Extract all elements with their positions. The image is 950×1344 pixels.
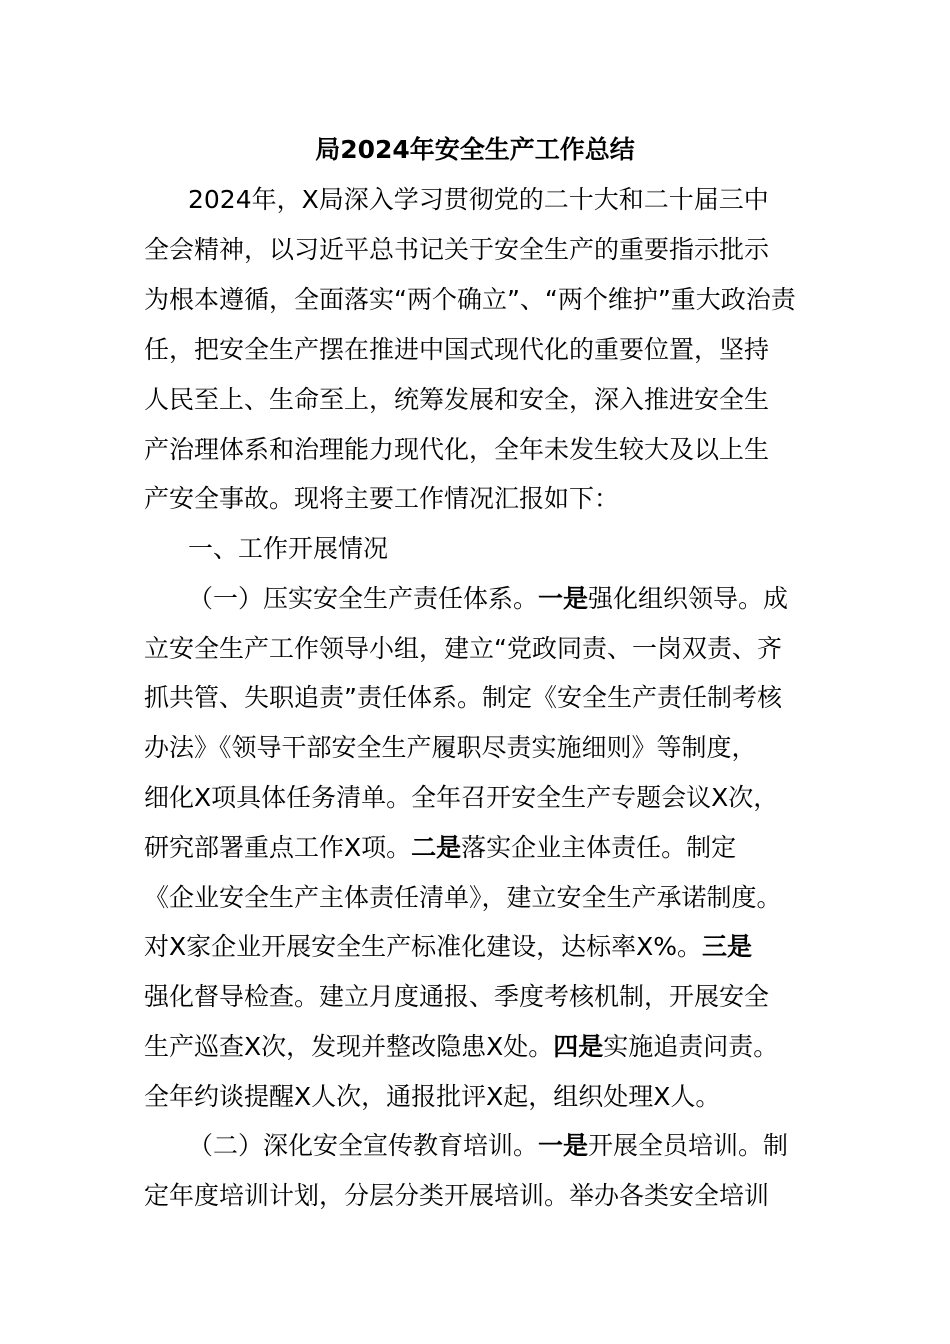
intro-line-3: 为根本遵循，全面落实“两个确立”、“两个维护”重大政治责 <box>144 285 796 314</box>
p1-l1-text-end: 强化组织领导。成 <box>588 584 789 613</box>
section-heading: 一、工作开展情况 <box>188 534 389 563</box>
intro-line-1: 2024年，X局深入学习贯彻党的二十大和二十届三中 <box>188 185 769 214</box>
p1-line-9: 强化督导检查。建立月度通报、季度考核机制，开展安全 <box>144 982 770 1011</box>
p1-line-1 <box>188 579 858 619</box>
p1-l10-text-end: 实施追责问责。 <box>603 1032 779 1061</box>
p1-l6-text-end: 落实企业主体责任。制定 <box>461 833 737 862</box>
p1-l6-text: 研究部署重点工作X项。 <box>144 833 412 862</box>
p1-l10-bold: 四是 <box>553 1032 604 1061</box>
p1-line-5: 细化X项具体任务清单。全年召开安全生产专题会议X次， <box>144 783 779 812</box>
intro-line-6: 产治理体系和治理能力现代化，全年未发生较大及以上生 <box>144 435 770 464</box>
p2-l1-bold: 一是 <box>538 1131 589 1160</box>
p1-l8-bold: 三是 <box>702 932 753 961</box>
p1-line-4: 办法》《领导干部安全生产履职尽责实施细则》等制度， <box>144 733 757 762</box>
p1-line-10 <box>144 1027 814 1067</box>
p2-l1-text-end: 开展全员培训。制 <box>588 1131 789 1160</box>
p1-l8-text: 对X家企业开展安全生产标准化建设，达标率X%。 <box>144 932 703 961</box>
p1-line-11: 全年约谈提醒X人次，通报批评X起，组织处理X人。 <box>144 1082 721 1111</box>
p1-line-7: 《企业安全生产主体责任清单》，建立安全生产承诺制度。 <box>144 883 782 912</box>
p1-line-3: 抓共管、失职追责”责任体系。制定《安全生产责任制考核 <box>144 683 782 712</box>
intro-line-5: 人民至上、生命至上，统筹发展和安全，深入推进安全生 <box>144 385 770 414</box>
intro-line-2: 全会精神，以习近平总书记关于安全生产的重要指示批示 <box>144 235 770 264</box>
intro-line-4: 任，把安全生产摆在推进中国式现代化的重要位置，坚持 <box>144 335 770 364</box>
intro-line-7: 产安全事故。现将主要工作情况汇报如下： <box>144 484 620 513</box>
p1-line-2: 立安全生产工作领导小组，建立“党政同责、一岗双责、齐 <box>144 634 782 663</box>
p2-line-1 <box>188 1126 858 1166</box>
p1-l6-bold: 二是 <box>411 833 462 862</box>
p1-l1-bold: 一是 <box>538 584 589 613</box>
p1-l1-text: （一）压实安全生产责任体系。 <box>188 584 539 613</box>
p1-line-6 <box>144 828 814 868</box>
p1-line-8 <box>144 927 814 967</box>
p1-l10-text: 生产巡查X次，发现并整改隐患X处。 <box>144 1032 554 1061</box>
p2-l1-text: （二）深化安全宣传教育培训。 <box>188 1131 539 1160</box>
document-title: 局2024年安全生产工作总结 <box>315 135 635 164</box>
p2-line-2: 定年度培训计划，分层分类开展培训。举办各类安全培训 <box>144 1181 770 1210</box>
